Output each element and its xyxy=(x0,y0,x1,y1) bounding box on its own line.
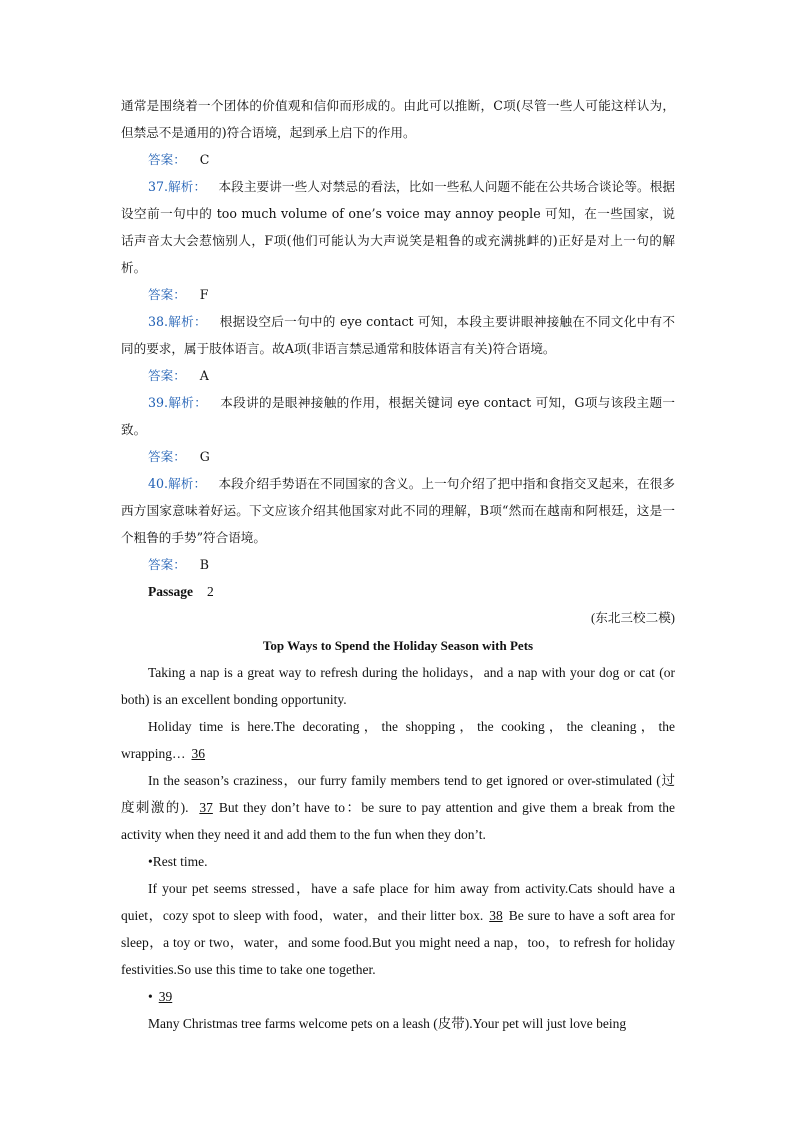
document-page xyxy=(121,92,675,1037)
paragraph-3: In the season’s craziness，our furry family members tend to get ignored or over-stimulated (过度刺激的). 37 But they don’t have to：be sure to pay attention and give them a break from the activity when they need it and add them to the fun when they don’t. xyxy=(121,773,676,842)
answer-40: 答案： B xyxy=(148,557,210,572)
source-note: (东北三校二模) xyxy=(591,611,675,625)
continuation-paragraph: 通常是围绕着一个团体的价值观和信仰而形成的。由此可以推断，C项(尽管一些人可能这样认为，但禁忌不是通用的)符合语境，起到承上启下的作用。 xyxy=(121,98,675,140)
answer-37: 答案： F xyxy=(148,287,209,302)
paragraph-5: Many Christmas tree farms welcome pets on a leash (皮带).Your pet will just love being xyxy=(148,1016,627,1031)
analysis-37: 37.解析： 本段主要讲一些人对禁忌的看法，比如一些私人问题不能在公共场合谈论等。根据设空前一句中的 too much volume of one’s voice may annoy people 可知，在一些国家，说话声音太大会惹恼别人，F项(他们可能认为大声说笑是粗鲁的或充满挑衅的)正好是对上一句的解析。 xyxy=(121,179,676,275)
blank-36: 36 xyxy=(191,746,205,761)
blank-37: 37 xyxy=(199,800,213,815)
passage-title: Top Ways to Spend the Holiday Season with Pets xyxy=(262,638,534,653)
answer-36: 答案： C xyxy=(148,152,210,167)
bullet-39: • 39 xyxy=(121,983,675,1010)
bullet-rest-time: •Rest time. xyxy=(148,854,208,869)
analysis-39: 39.解析： 本段讲的是眼神接触的作用，根据关键词 eye contact 可知，G项与该段主题一致。 xyxy=(121,395,675,437)
blank-39: 39 xyxy=(158,989,173,1004)
paragraph-2: Holiday time is here.The decorating，the shopping，the cooking，the cleaning，the wrapping… 36 xyxy=(121,719,675,761)
paragraph-4: If your pet seems stressed，have a safe place for him away from activity.Cats should have a quiet，cozy spot to sleep with food，water，and their litter box. 38 Be sure to have a soft area for sleep，a toy or two，water，and some food.But you might need a nap，too，to refresh for holiday festivities.So use this time to take one together. xyxy=(121,881,675,977)
analysis-38: 38.解析： 根据设空后一句中的 eye contact 可知，本段主要讲眼神接触在不同文化中有不同的要求，属于肢体语言。故A项(非语言禁忌通常和肢体语言有关)符合语境。 xyxy=(121,314,675,356)
blank-38: 38 xyxy=(489,908,503,923)
paragraph-1: Taking a nap is a great way to refresh during the holidays，and a nap with your dog or cat (or both) is an excellent bonding opportunity. xyxy=(121,665,675,707)
answer-38: 答案： A xyxy=(148,368,209,383)
analysis-40: 40.解析： 本段介绍手势语在不同国家的含义。上一句介绍了把中指和食指交叉起来，在很多西方国家意味着好运。下文应该介绍其他国家对此不同的理解，B项“然而在越南和阿根廷，这是一个粗鲁的手势”符合语境。 xyxy=(121,476,676,545)
passage-heading: Passage 2 xyxy=(148,584,214,599)
answer-39: 答案： G xyxy=(148,449,210,464)
